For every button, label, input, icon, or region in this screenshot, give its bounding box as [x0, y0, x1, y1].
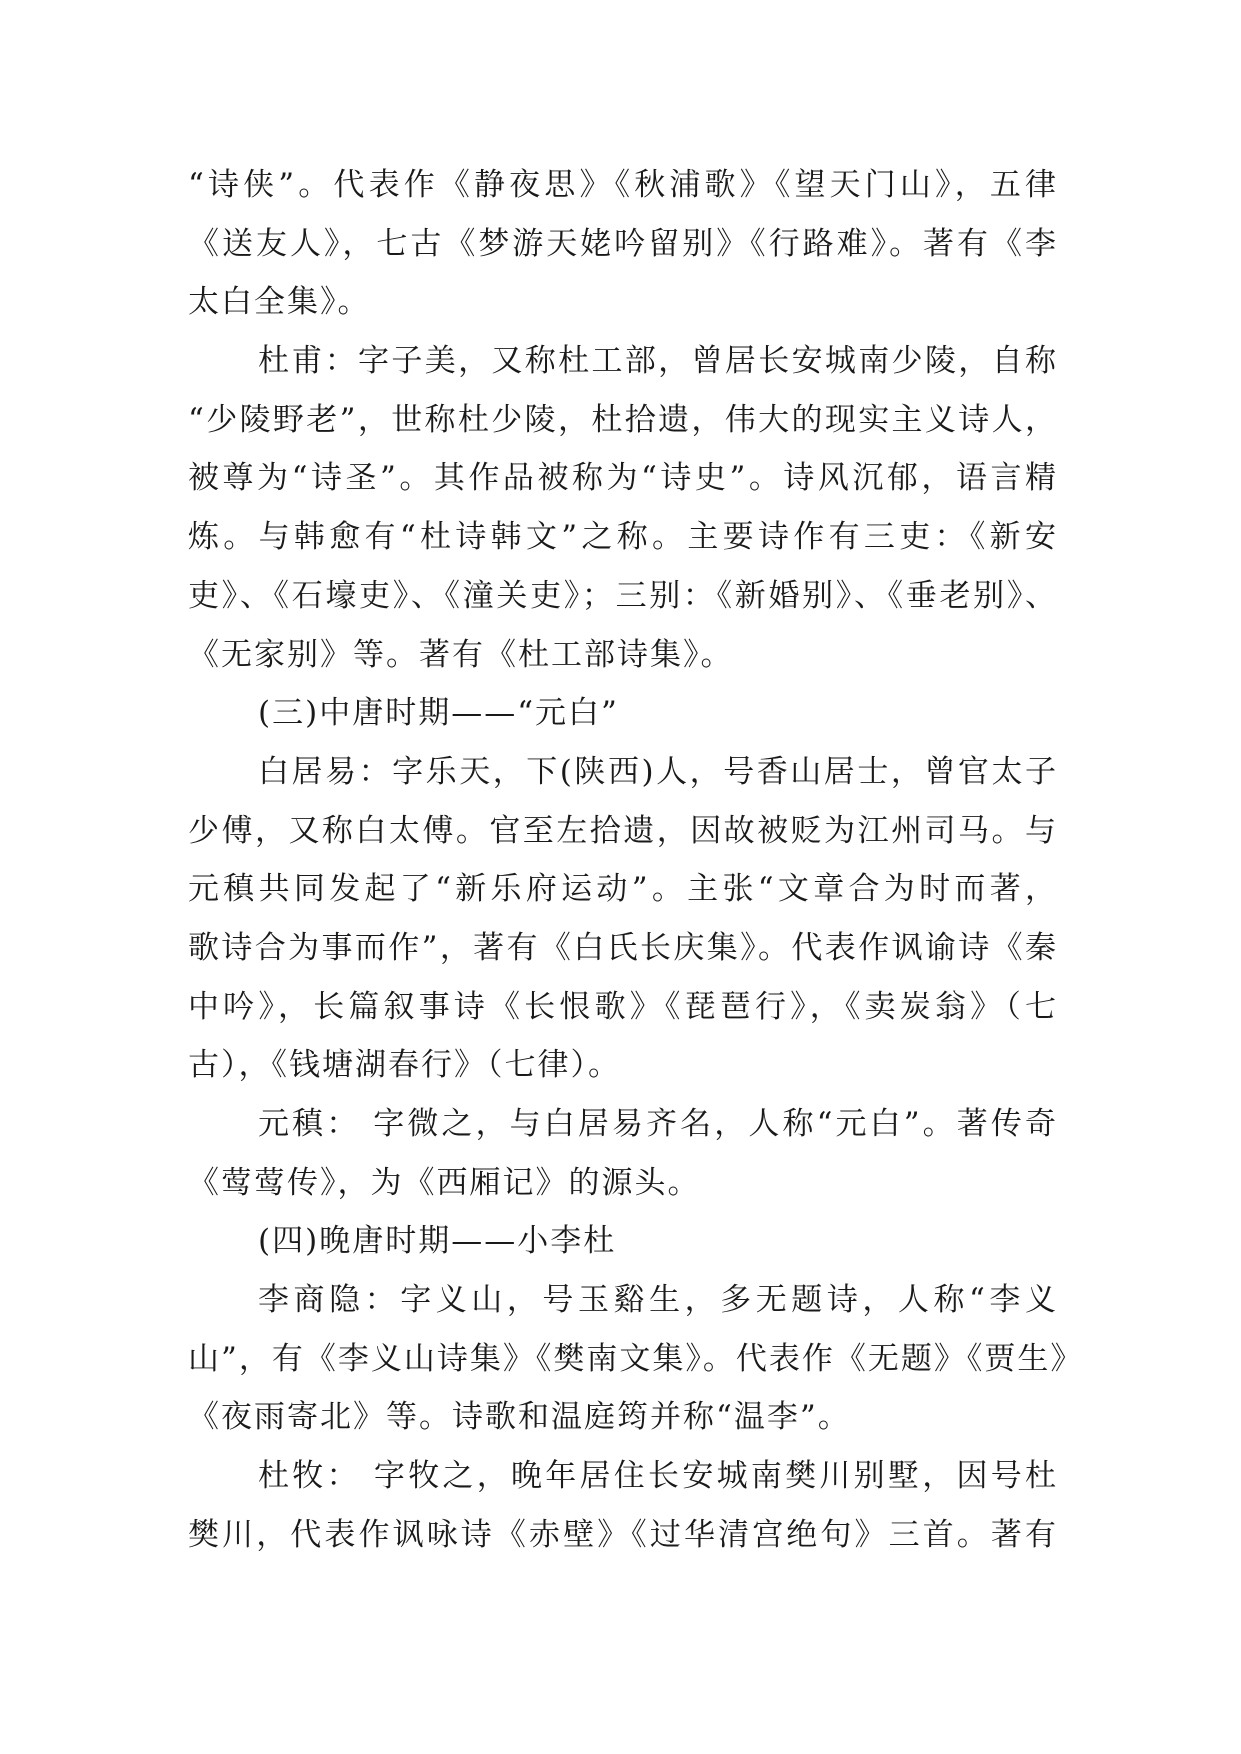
- paragraph-bai-juyi: 白居易：字乐天，下(陕西)人，号香山居士，曾官太子: [258, 753, 1058, 790]
- text-line: 少傅，又称白太傅。官至左拾遗，因故被贬为江州司马。与: [188, 812, 1058, 849]
- text-line: 樊川，代表作讽咏诗《赤壁》《过华清宫绝句》三首。著有: [188, 1516, 1058, 1553]
- text-line: 《莺莺传》，为《西厢记》的源头。: [188, 1164, 701, 1201]
- text-line: 《夜雨寄北》等。诗歌和温庭筠并称“温李”。: [188, 1399, 851, 1436]
- paragraph-yuan-zhen: 元稹： 字微之，与白居易齐名，人称“元白”。著传奇: [258, 1106, 1058, 1142]
- text-line: 歌诗合为事而作”，著有《白氏长庆集》。代表作讽谕诗《秦: [188, 929, 1058, 966]
- text-line: 山”，有《李义山诗集》《樊南文集》。代表作《无题》《贾生》: [188, 1340, 1084, 1377]
- paragraph-du-mu: 杜牧： 字牧之，晚年居住长安城南樊川别墅，因号杜: [258, 1458, 1058, 1495]
- text-line: 元稹共同发起了“新乐府运动”。主张“文章合为时而著，: [188, 871, 1058, 908]
- text-line: 被尊为“诗圣”。其作品被称为“诗史”。诗风沉郁，语言精: [188, 460, 1058, 497]
- text-line: 《无家别》等。著有《杜工部诗集》。: [188, 636, 734, 673]
- text-line: “少陵野老”，世称杜少陵，杜拾遗，伟大的现实主义诗人，: [188, 401, 1058, 438]
- text-line: 吏》、《石壕吏》、《潼关吏》；三别：《新婚别》、《垂老别》、: [188, 577, 1058, 614]
- section-heading-mid-tang: (三)中唐时期——“元白”: [258, 695, 619, 732]
- section-heading-late-tang: (四)晚唐时期——小李杜: [258, 1223, 617, 1260]
- text-line: 太白全集》。: [188, 284, 371, 321]
- paragraph-li-shangyin: 李商隐：字义山，号玉谿生，多无题诗，人称“李义: [258, 1282, 1058, 1319]
- body-text: [188, 156, 1084, 1565]
- text-line: “诗侠”。代表作《静夜思》《秋浦歌》《望天门山》，五律: [188, 167, 1058, 203]
- text-line: 古），《钱塘湖春行》（七律）。: [188, 1047, 621, 1084]
- text-line: 中吟》，长篇叙事诗《长恨歌》《琵琶行》，《卖炭翁》（七: [188, 988, 1058, 1025]
- text-line: 炼。与韩愈有“杜诗韩文”之称。主要诗作有三吏：《新安: [188, 519, 1058, 556]
- text-line: 《送友人》，七古《梦游天姥吟留别》《行路难》。著有《李: [188, 225, 1058, 262]
- paragraph-du-fu: 杜甫：字子美，又称杜工部，曾居长安城南少陵，自称: [258, 343, 1058, 380]
